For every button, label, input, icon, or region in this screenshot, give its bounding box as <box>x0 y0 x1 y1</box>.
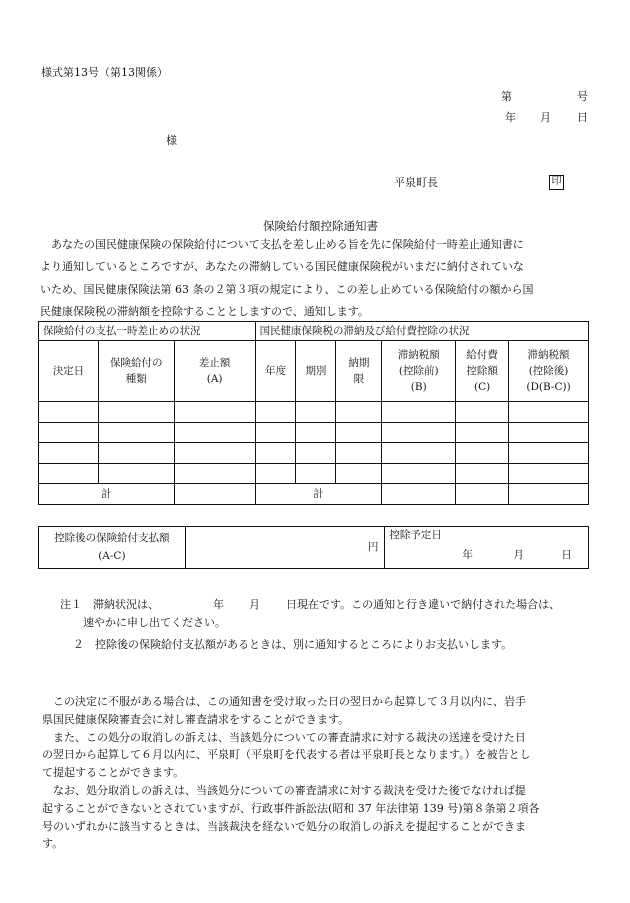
body-line: より通知しているところですが、あなたの滞納している国民健康保険税がいまだに納付されていな <box>40 260 524 274</box>
status-table <box>38 321 589 505</box>
number-dai: 第 <box>501 90 512 103</box>
total-label-right: 計 <box>255 484 382 505</box>
seal-stamp: 印 <box>549 175 564 190</box>
section-header-suspension: 保険給付の支払一時差止めの状況 <box>39 322 256 341</box>
document-title: 保険給付額控除通知書 <box>263 219 378 233</box>
number-go: 号 <box>577 90 588 103</box>
total-row <box>39 484 589 505</box>
date-year: 年 <box>505 111 516 124</box>
appeal-line: 起することができないとされていますが、行政事件訴訟法(昭和 37 年法律第 139 号)第８条第２項各 <box>42 801 540 815</box>
appeal-line: の翌日から起算して６月以内に、平泉町（平泉町を代表する者は平泉町長となります。）を被告とし <box>42 748 531 762</box>
net-payment-amount <box>185 527 385 569</box>
body-line: あなたの国民健康保険の保険給付について支払を差し止める旨を先に保険給付一時差止通知書に <box>40 238 524 251</box>
section-header-delinquency: 国民健康保険税の滞納及び給付費控除の状況 <box>255 322 588 341</box>
table-row <box>39 423 589 443</box>
deduction-box <box>38 526 589 569</box>
date-month: 月 <box>540 111 551 124</box>
addressee-suffix: 様 <box>166 134 177 147</box>
col-header-fiscal-year: 年度 <box>255 341 296 402</box>
scheduled-date-label: 控除予定日 <box>389 529 442 541</box>
col-header-period: 期別 <box>296 341 336 402</box>
note-1-line-2: 速やかに申し出てください。 <box>83 616 226 629</box>
yen-unit: 円 <box>367 540 379 553</box>
col-header-tax-after: 滞納税額 (控除後) (D(B-C)) <box>509 341 589 402</box>
appeal-line: す。 <box>42 837 64 851</box>
table-row <box>39 464 589 484</box>
total-label-left: 計 <box>39 484 175 505</box>
table-row <box>39 443 589 464</box>
appeal-line: この決定に不服がある場合は、この通知書を受け取った日の翌日から起算して３月以内に、岩手 <box>42 695 526 708</box>
appeal-line: また、この処分の取消しの訴えは、当該処分についての審査請求に対する裁決の送達を受けた日 <box>42 730 526 744</box>
col-header-decision-date: 決定日 <box>39 341 99 402</box>
body-paragraph <box>40 234 534 324</box>
col-header-tax-before: 滞納税額 (控除前) (B) <box>382 341 456 402</box>
appeal-line: 号のいずれかに該当するときは、当該裁決を経ないで処分の取消しの訴えを提起することができま <box>42 819 526 833</box>
appeal-line: なお、処分取消しの訴えは、当該処分についての審査請求に対する裁決を受けた後でなければ提 <box>42 783 526 797</box>
col-header-due-date: 納期 限 <box>336 341 382 402</box>
date-day: 日 <box>577 111 588 124</box>
note-2: ２ 控除後の保険給付支払額があるときは、別に通知するところによりお支払いします。 <box>73 638 513 651</box>
table-row <box>39 402 589 423</box>
issuer-name: 平泉町長 <box>394 176 438 189</box>
net-payment-label: 控除後の保険給付支払額 (A-C) <box>39 527 186 569</box>
body-line: 民健康保険税の滞納額を控除することとしますので、通知します。 <box>40 305 369 319</box>
note-1: 注１ 滞納状況は、 <box>60 598 159 611</box>
scheduled-deduction-date: 控除予定日 年 月 日 <box>385 527 589 569</box>
col-header-benefit-type: 保険給付の 種類 <box>98 341 174 402</box>
col-header-deduction: 給付費 控除額 (C) <box>456 341 509 402</box>
body-line: いため、国民健康保険法第 63 条の２第３項の規定により、この差し止めている保険給付の額から国 <box>40 282 534 296</box>
col-header-suspended-amount: 差止額 (A) <box>174 341 255 402</box>
appeal-instructions <box>42 693 540 853</box>
form-number: 様式第13号（第13関係） <box>41 66 168 79</box>
appeal-line: 県国民健康保険審査会に対し審査請求をすることができます。 <box>42 712 350 726</box>
appeal-line: て提起することができます。 <box>42 766 185 780</box>
